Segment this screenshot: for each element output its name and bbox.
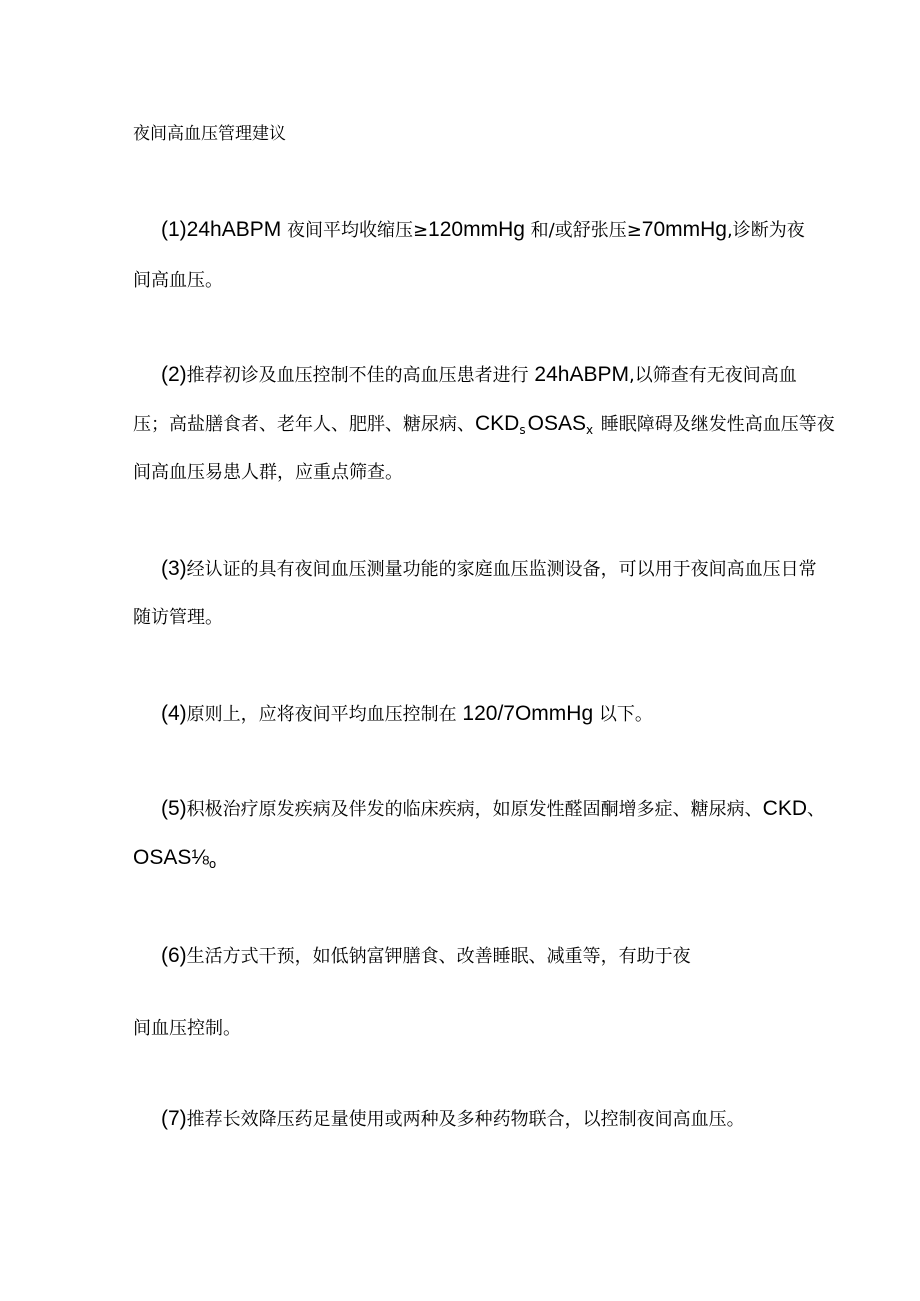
item-1-text-70: 70mmHg	[641, 218, 727, 241]
item-2-sub-s: s	[519, 423, 526, 437]
item-5-text-osas: OSAS⅛	[133, 846, 209, 869]
item-2-line-3: 间高血压易患人群，应重点筛查。	[133, 462, 403, 483]
item-6-number: (6)	[161, 944, 187, 967]
item-1-line-2: 间高血压。	[133, 270, 223, 291]
item-5-line-1	[161, 797, 825, 822]
item-4-text-a: 原则上，应将夜间平均血压控制在	[186, 704, 463, 725]
item-5-line-2	[133, 846, 218, 876]
item-2-text-osas: OSAS	[527, 412, 586, 435]
item-3-line-1	[161, 557, 817, 582]
item-2-text-a: 推荐初诊及血压控制不佳的高血压患者进行	[186, 365, 535, 386]
document-title: 夜间高血压管理建议	[133, 124, 286, 144]
item-2-line-1	[161, 363, 797, 388]
item-4-text-b: 以下。	[593, 704, 653, 725]
item-5-text-ckd: CKD	[762, 797, 808, 820]
item-4-text-target: 120/7OmmHg	[462, 702, 594, 725]
item-7-number: (7)	[161, 1107, 187, 1130]
item-2-text-ckd: CKD	[475, 412, 520, 435]
item-1-number: (1)	[161, 218, 187, 241]
item-2-number: (2)	[161, 363, 187, 386]
item-2-text-abpm: 24hABPM	[534, 363, 629, 386]
item-1-text-120: 120mmHg	[428, 218, 525, 241]
item-1-text-diagnosis: ,诊断为夜	[727, 220, 805, 241]
item-7-text: 推荐长效降压药足量使用或两种及多种药物联合，以控制夜间高血压。	[186, 1109, 745, 1130]
item-1-line-1	[161, 218, 805, 243]
item-7-line-1	[161, 1107, 745, 1132]
item-2-text-d: 睡眠障碍及继发性高血压等夜	[595, 414, 835, 435]
item-5-text-b: 、	[807, 799, 826, 820]
item-6-line-2: 间血压控制。	[133, 1018, 241, 1039]
item-4-number: (4)	[161, 702, 187, 725]
item-3-line-2: 随访管理。	[133, 607, 223, 628]
item-6-line-1	[161, 944, 691, 969]
item-5-number: (5)	[161, 797, 187, 820]
item-2-text-c: 压；高盐膳食者、老年人、肥胖、糖尿病、	[133, 414, 475, 435]
item-1-text-systolic: 夜间平均收缩压≥	[281, 220, 429, 241]
item-6-text: 生活方式干预，如低钠富钾膳食、改善睡眠、减重等，有助于夜	[186, 946, 691, 967]
item-4-line-1	[161, 702, 653, 727]
item-2-line-2	[133, 412, 835, 442]
item-3-number: (3)	[161, 557, 187, 580]
item-3-text: 经认证的具有夜间血压测量功能的家庭血压监测设备，可以用于夜间高血压日常	[186, 559, 817, 580]
item-1-text-diastolic: 和∕或舒张压≥	[524, 220, 642, 241]
item-5-sub-o: o	[208, 857, 217, 871]
item-2-text-b: ,以筛查有无夜间高血	[628, 365, 797, 386]
item-5-text-a: 积极治疗原发疾病及伴发的临床疾病，如原发性醛固酮增多症、糖尿病、	[186, 799, 763, 820]
item-1-text-abpm: 24hABPM	[186, 218, 282, 241]
item-2-sub-x: x	[585, 423, 594, 437]
